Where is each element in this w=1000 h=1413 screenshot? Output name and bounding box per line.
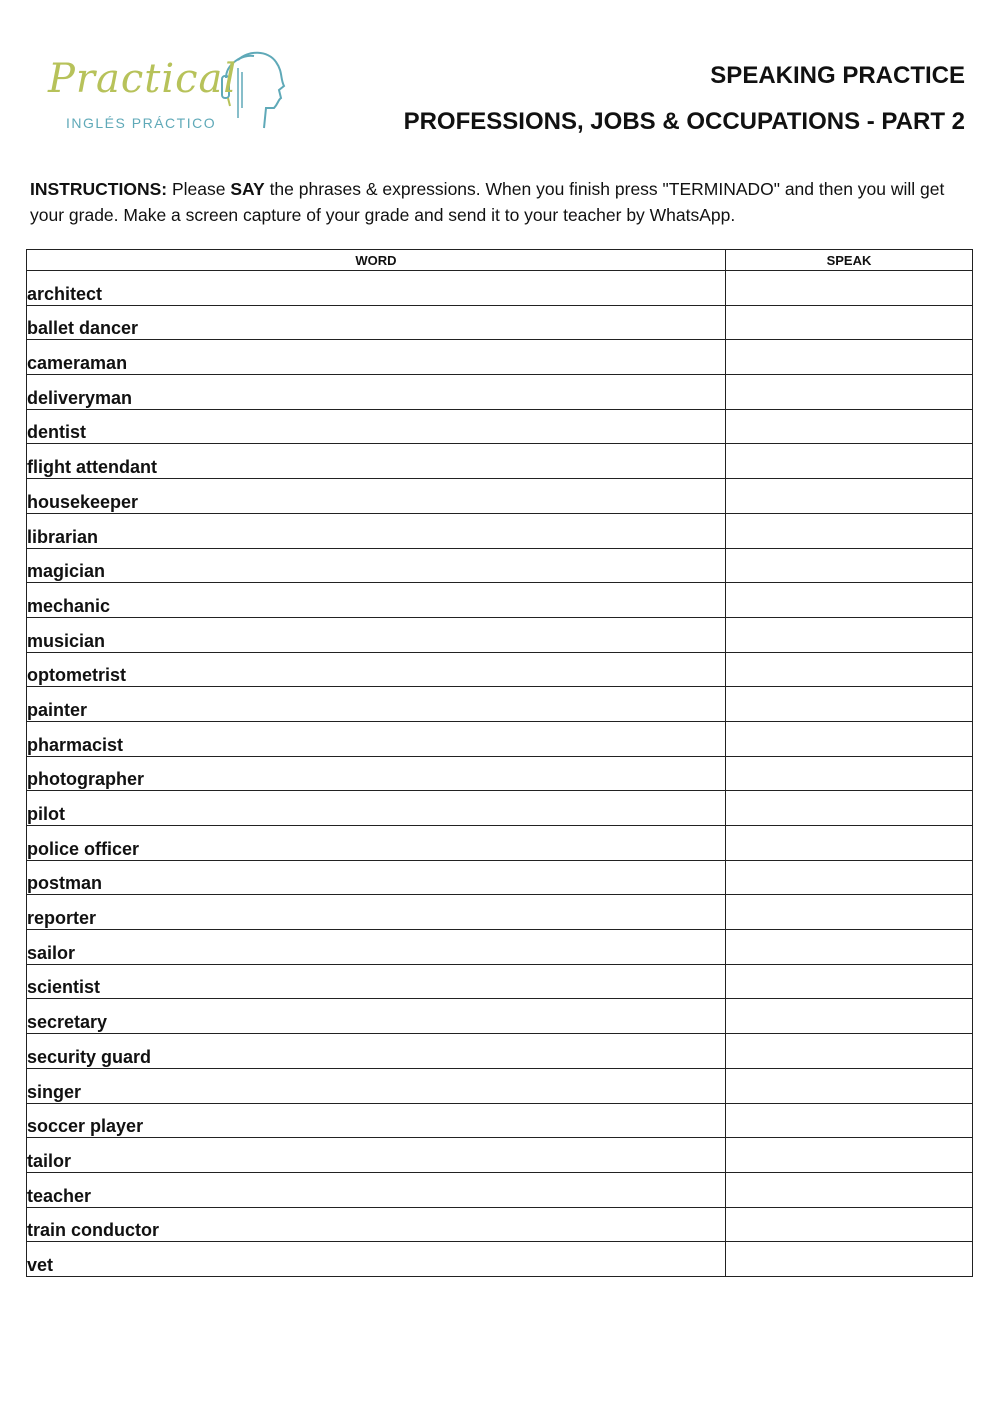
speak-cell[interactable]: [726, 583, 973, 618]
word-cell: housekeeper: [27, 479, 726, 514]
word-cell: sailor: [27, 930, 726, 965]
speak-cell[interactable]: [726, 444, 973, 479]
speak-cell[interactable]: [726, 1138, 973, 1173]
word-cell: teacher: [27, 1172, 726, 1207]
speak-cell[interactable]: [726, 791, 973, 826]
word-cell: tailor: [27, 1138, 726, 1173]
table-row: [27, 1242, 973, 1277]
word-cell: reporter: [27, 895, 726, 930]
table-row: [27, 1103, 973, 1138]
table-row: [27, 964, 973, 999]
speak-cell[interactable]: [726, 305, 973, 340]
table-row: [27, 826, 973, 861]
word-cell: photographer: [27, 756, 726, 791]
logo-subtitle: INGLÉS PRÁCTICO: [66, 115, 217, 131]
table-row: [27, 340, 973, 375]
column-header-word: WORD: [27, 250, 726, 271]
vocabulary-table: [26, 249, 973, 1277]
speak-cell[interactable]: [726, 756, 973, 791]
speak-cell[interactable]: [726, 1242, 973, 1277]
table-row: [27, 791, 973, 826]
table-row: [27, 756, 973, 791]
word-cell: magician: [27, 548, 726, 583]
table-row: [27, 305, 973, 340]
word-cell: flight attendant: [27, 444, 726, 479]
speak-cell[interactable]: [726, 687, 973, 722]
word-cell: mechanic: [27, 583, 726, 618]
speak-cell[interactable]: [726, 548, 973, 583]
table-row: [27, 999, 973, 1034]
word-cell: librarian: [27, 513, 726, 548]
table-row: [27, 652, 973, 687]
speak-cell[interactable]: [726, 652, 973, 687]
speak-cell[interactable]: [726, 479, 973, 514]
instructions-part2: the phrases & expressions. When you finish press "TERMINADO" and then you will get your grade. Make a screen capture of your grade and send it to your teacher by WhatsApp.: [30, 179, 945, 225]
table-row: [27, 375, 973, 410]
speak-cell[interactable]: [726, 999, 973, 1034]
speak-cell[interactable]: [726, 721, 973, 756]
speak-cell[interactable]: [726, 271, 973, 306]
instructions-label: INSTRUCTIONS:: [30, 179, 168, 199]
table-row: [27, 409, 973, 444]
word-cell: ballet dancer: [27, 305, 726, 340]
brand-logo: [42, 48, 287, 140]
word-cell: train conductor: [27, 1207, 726, 1242]
speak-cell[interactable]: [726, 1103, 973, 1138]
speak-cell[interactable]: [726, 513, 973, 548]
word-cell: deliveryman: [27, 375, 726, 410]
word-cell: musician: [27, 617, 726, 652]
table-row: [27, 860, 973, 895]
instructions-say: SAY: [230, 179, 265, 199]
table-row: [27, 930, 973, 965]
table-row: [27, 271, 973, 306]
table-row: [27, 617, 973, 652]
speak-cell[interactable]: [726, 340, 973, 375]
word-cell: dentist: [27, 409, 726, 444]
table-row: [27, 1172, 973, 1207]
table-row: [27, 1068, 973, 1103]
table-row: [27, 721, 973, 756]
instructions-part1: Please: [167, 179, 231, 199]
word-cell: postman: [27, 860, 726, 895]
speak-cell[interactable]: [726, 375, 973, 410]
table-row: [27, 583, 973, 618]
word-cell: singer: [27, 1068, 726, 1103]
speak-cell[interactable]: [726, 1034, 973, 1069]
word-cell: painter: [27, 687, 726, 722]
page-title: SPEAKING PRACTICE: [710, 62, 965, 89]
word-cell: architect: [27, 271, 726, 306]
table-row: [27, 513, 973, 548]
column-header-speak: SPEAK: [726, 250, 973, 271]
word-cell: optometrist: [27, 652, 726, 687]
speak-cell[interactable]: [726, 617, 973, 652]
speak-cell[interactable]: [726, 1207, 973, 1242]
table-row: [27, 895, 973, 930]
word-cell: security guard: [27, 1034, 726, 1069]
word-cell: pharmacist: [27, 721, 726, 756]
speak-cell[interactable]: [726, 409, 973, 444]
speak-cell[interactable]: [726, 826, 973, 861]
speak-cell[interactable]: [726, 930, 973, 965]
table-row: [27, 479, 973, 514]
table-row: [27, 1034, 973, 1069]
page-subtitle: PROFESSIONS, JOBS & OCCUPATIONS - PART 2: [403, 108, 965, 135]
speak-cell[interactable]: [726, 895, 973, 930]
table-header-row: [27, 250, 973, 271]
word-cell: scientist: [27, 964, 726, 999]
table-row: [27, 444, 973, 479]
speak-cell[interactable]: [726, 1172, 973, 1207]
word-cell: police officer: [27, 826, 726, 861]
instructions-text: [30, 176, 970, 228]
table-row: [27, 1138, 973, 1173]
logo-wordmark: Practical: [48, 56, 238, 102]
speak-cell[interactable]: [726, 860, 973, 895]
word-cell: cameraman: [27, 340, 726, 375]
table-row: [27, 548, 973, 583]
speak-cell[interactable]: [726, 964, 973, 999]
word-cell: vet: [27, 1242, 726, 1277]
table-row: [27, 1207, 973, 1242]
word-cell: soccer player: [27, 1103, 726, 1138]
speak-cell[interactable]: [726, 1068, 973, 1103]
word-cell: secretary: [27, 999, 726, 1034]
word-cell: pilot: [27, 791, 726, 826]
table-row: [27, 687, 973, 722]
